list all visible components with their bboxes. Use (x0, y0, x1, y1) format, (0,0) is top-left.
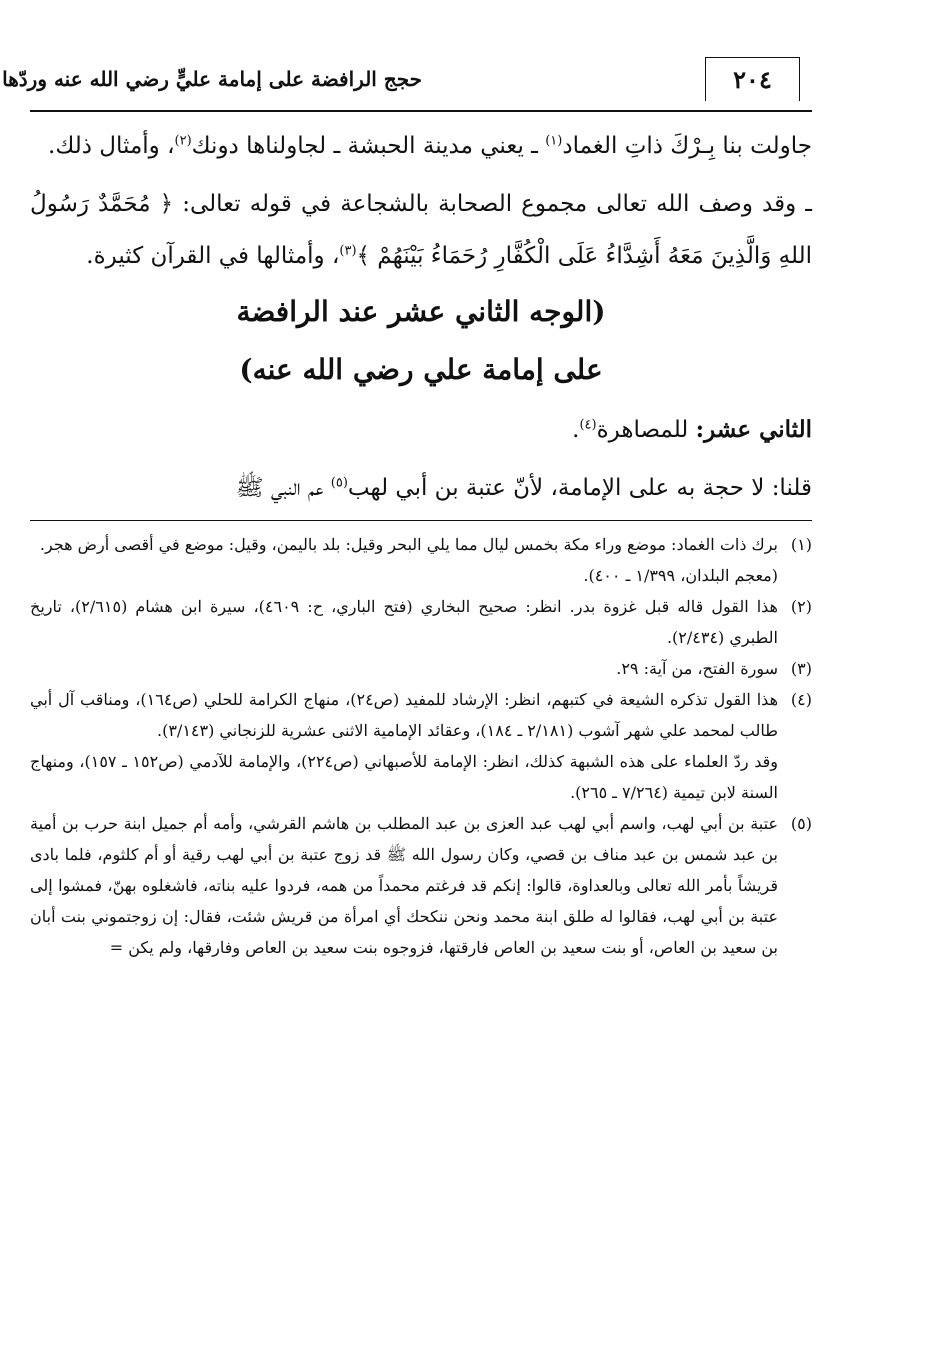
footnote-3 (30, 653, 812, 684)
footnote-ref-3: (٣) (339, 243, 357, 259)
running-title: حجج الرافضة على إمامة عليٍّ رضي الله عنه وردّها (2, 67, 422, 91)
paragraph-2 (30, 178, 812, 282)
footnote-number: (٣) (790, 659, 812, 678)
paragraph-1 (30, 120, 812, 172)
footnote-4-continuation: وقد ردّ العلماء على هذه الشبهة كذلك، انظر: الإمامة للأصبهاني (ص٢٢٤)، والإمامة للآدمي (ص١٥٢ ـ ١٥٧)، ومنهاج السنة لابن تيمية (٧/٢٦٤ ـ ٢٦٥). (30, 752, 779, 802)
footnote-ref-4: (٤) (579, 417, 597, 433)
footnote-separator (30, 520, 812, 521)
reply-part-b: عم النبي ﷺ (235, 475, 331, 501)
footnote-4 (30, 684, 812, 746)
footnote-body (30, 529, 778, 591)
footnote-3-text: سورة الفتح، من آية: ٢٩. (616, 659, 778, 678)
section-heading-line-1: (الوجه الثاني عشر عند الرافضة (236, 295, 606, 328)
subheading-label: الثاني عشر: (695, 416, 812, 443)
reply-paragraph (30, 462, 812, 514)
footnote-number: (٥) (790, 814, 812, 833)
section-subheading (30, 404, 812, 456)
footnote-ref-1: (١) (545, 133, 563, 149)
footnote-number: (٤) (790, 690, 812, 709)
page-header (2, 55, 812, 112)
footnote-1-text: برك ذات الغماد: موضع وراء مكة بخمس ليال مما يلي البحر وقيل: بلد باليمن، وقيل: موضع في أقصى أرض هجر. (39, 535, 778, 554)
paragraph-1-part-b: ـ يعني مدينة الحبشة ـ لجاولناها دونك (191, 133, 546, 159)
footnotes (30, 529, 812, 963)
main-text (30, 120, 812, 282)
footnote-1 (30, 529, 812, 591)
footnote-2 (30, 591, 812, 653)
paragraph-2-part-b: ، وأمثالها في القرآن كثيرة. (86, 243, 340, 269)
subheading-text: للمصاهرة (596, 417, 696, 443)
footnote-4-text: هذا القول تذكره الشيعة في كتبهم، انظر: الإرشاد للمفيد (ص٢٤)، منهاج الكرامة للحلي (ص١٦٤)، ومناقب آل أبي طالب لمحمد علي شهر آشوب (٢/١٨١ ـ ١٨٤)، وعقائد الإمامية الاثنى عشرية للزنجاني (٣/١٤٣). (30, 690, 779, 740)
footnote-5 (30, 808, 812, 963)
page-number: ٢٠٤ (705, 57, 800, 101)
footnote-number: (٢) (790, 597, 812, 616)
section-block (30, 284, 812, 514)
paragraph-2-part-a: ـ وقد وصف الله تعالى مجموع الصحابة بالشجاعة في قوله تعالى: ﴿ مُحَمَّدٌ رَسُولُ اللهِ وَالَّذِينَ مَعَهُ أَشِدَّاءُ عَلَى الْكُفَّارِ رُحَمَاءُ بَيْنَهُمْ ﴾ (30, 191, 812, 269)
footnote-1-source: (معجم البلدان، ١/٣٩٩ ـ ٤٠٠). (583, 566, 778, 585)
footnote-number: (١) (790, 535, 812, 554)
paragraph-1-part-a: جاولت بنا بِـرْكَ ذاتِ الغماد (562, 133, 812, 159)
footnote-5-text: عتبة بن أبي لهب، واسم أبي لهب عبد العزى بن عبد المطلب بن هاشم القرشي، وأمه أم جميل ابنة حرب بن أمية بن عبد شمس بن عبد مناف بن قصي، وكان رسول الله ﷺ قد زوج عتبة بن أبي لهب رقية أو أم كلثوم، فلما بادى قريشاً بأمر الله تعالى وبالعداوة، قالوا: إنكم قد فرغتم محمداً من همه، فردوا عليه بناته، فاشغلوه بهنّ، فمشوا إلى عتبة بن أبي لهب، فقالوا له طلق ابنة محمد ونحن ننكحك أي امرأة من قريش شئت، فقال: إن زوجتموني بنت أبان بن سعيد بن العاص، أو بنت سعيد بن العاص فارقتها، فزوجوه بنت سعيد بن العاص وفارقها، ولم يكن = (30, 814, 778, 957)
footnote-ref-2: (٢) (174, 133, 192, 149)
footnote-ref-5: (٥) (330, 475, 348, 491)
reply-part-a: قلنا: لا حجة به على الإمامة، لأنّ عتبة بن أبي لهب (347, 475, 812, 501)
paragraph-1-part-c: ، وأمثال ذلك. (48, 133, 175, 159)
subheading-end: . (572, 417, 580, 443)
footnote-2-text: هذا القول قاله قبل غزوة بدر. انظر: صحيح البخاري (فتح الباري، ح: ٤٦٠٩)، سيرة ابن هشام (٢/٦١٥)، تاريخ الطبري (٢/٤٣٤). (30, 597, 778, 647)
book-page (2, 55, 812, 963)
section-heading-line-2: على إمامة علي رضي الله عنه) (239, 353, 603, 386)
